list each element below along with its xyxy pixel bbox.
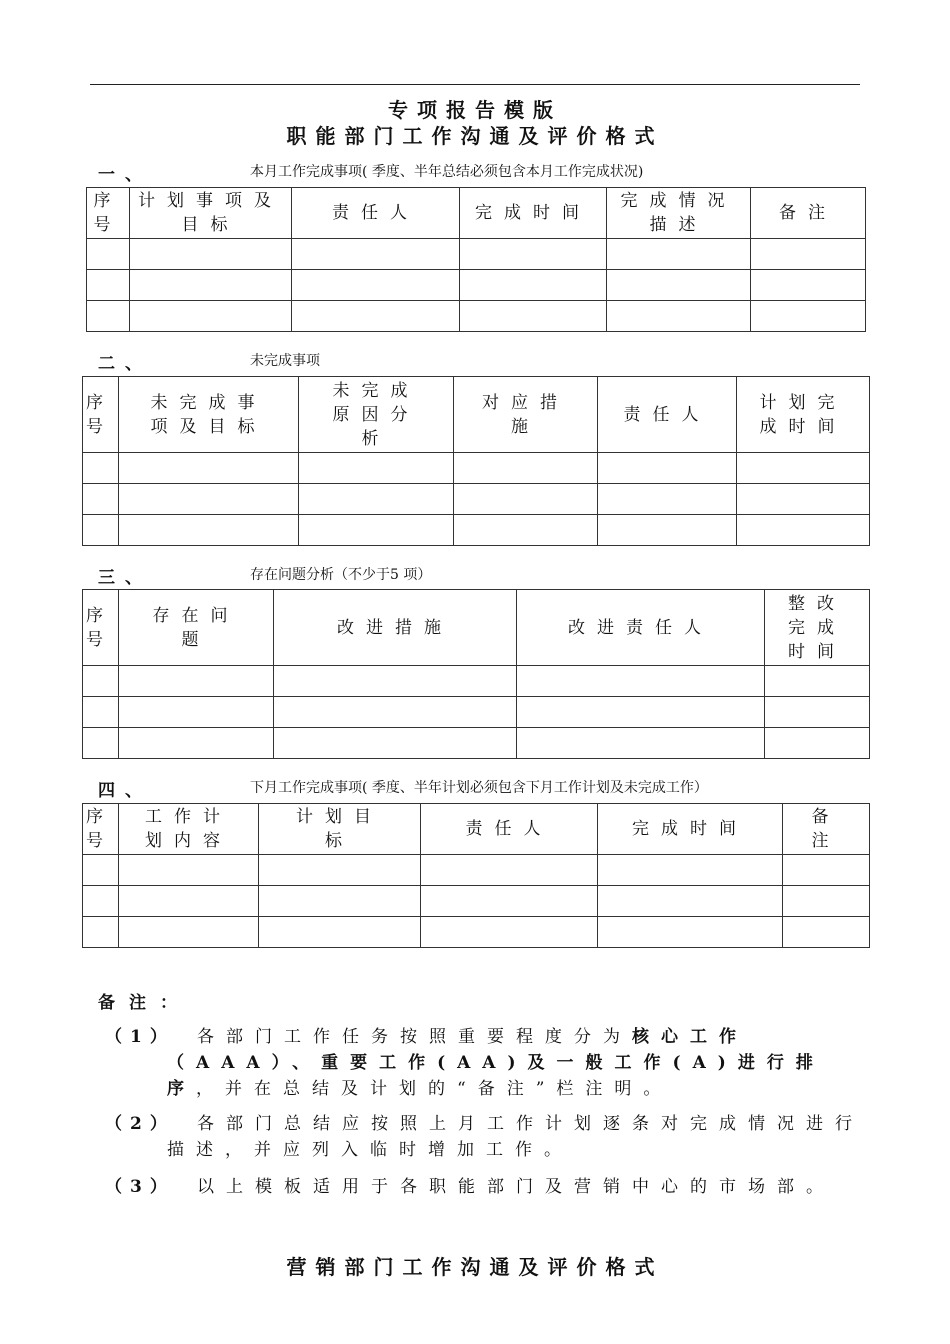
note-item-3 (105, 1174, 865, 1200)
header-cell: 存在问题 (119, 590, 274, 666)
section-1-number: 一、 (98, 165, 152, 185)
table-header-row (83, 590, 870, 666)
table-row (83, 886, 870, 917)
note-number: （3） (105, 1177, 175, 1197)
note-text: 以上模板适用于各职能部门及营销中心的市场部。 (197, 1177, 835, 1197)
header-cell: 计划事项及目标 (130, 188, 292, 239)
note-item-2 (105, 1111, 865, 1163)
header-cell: 责任人 (421, 804, 598, 855)
header-cell: 序号 (87, 188, 130, 239)
header-cell: 整改完成时间 (765, 590, 870, 666)
header-cell: 未完成原因分析 (299, 377, 454, 453)
header-cell: 责任人 (292, 188, 460, 239)
header-cell: 完成情况描述 (607, 188, 751, 239)
note-item-1 (105, 1024, 865, 1102)
section-4-number: 四、 (98, 781, 152, 801)
header-cell: 未完成事项及目标 (119, 377, 299, 453)
table-row (83, 917, 870, 948)
note-text: 各部门总结应按照上月工作计划逐条对完成情况进行描述，并应列入临时增加工作。 (167, 1114, 864, 1160)
table-row (83, 728, 870, 759)
header-cell: 改进措施 (274, 590, 517, 666)
note-number: （1） (105, 1027, 175, 1047)
header-cell: 序号 (83, 804, 119, 855)
table-row (83, 453, 870, 484)
table-row (83, 484, 870, 515)
table-row (87, 301, 866, 332)
table-header-row (83, 377, 870, 453)
table-row (83, 666, 870, 697)
uncompleted-items-table (82, 376, 870, 546)
form-title: 职能部门工作沟通及评价格式 (286, 124, 664, 148)
header-cell: 责任人 (598, 377, 737, 453)
header-cell: 改进责任人 (517, 590, 765, 666)
top-rule (90, 84, 860, 85)
section-2-title: 未完成事项 (250, 353, 320, 369)
header-cell: 序号 (83, 377, 119, 453)
next-month-plan-table (82, 803, 870, 948)
note-number: （2） (105, 1114, 175, 1134)
section-4-title: 下月工作完成事项( 季度、半年计划必须包含下月工作计划及未完成工作） (250, 780, 708, 796)
header-cell: 备注 (751, 188, 866, 239)
section-3-number: 三、 (98, 568, 152, 588)
header-cell: 对应措施 (454, 377, 598, 453)
marketing-form-title: 营销部门工作沟通及评价格式 (286, 1255, 664, 1279)
section-1-title: 本月工作完成事项( 季度、半年总结必须包含本月工作完成状况) (250, 164, 644, 180)
table-row (83, 855, 870, 886)
note-emphasis: 核心工作（AAA）、重要工作(AA)及一般工作(A)进行排序 (167, 1027, 825, 1099)
report-title: 专项报告模版 (388, 98, 562, 122)
header-cell: 计划目标 (259, 804, 421, 855)
note-text: 各部门工作任务按照重要程度分为 (197, 1027, 632, 1047)
header-cell: 计划完成时间 (737, 377, 870, 453)
completed-items-table (86, 187, 866, 332)
header-cell: 序号 (83, 590, 119, 666)
note-text-cont: ，并在总结及计划的“备注”栏注明。 (196, 1079, 673, 1099)
section-2-number: 二、 (98, 354, 152, 374)
header-cell: 完成时间 (598, 804, 783, 855)
table-row (83, 515, 870, 546)
issues-analysis-table (82, 589, 870, 759)
table-header-row (83, 804, 870, 855)
table-row (83, 697, 870, 728)
table-header-row (87, 188, 866, 239)
table-row (87, 270, 866, 301)
section-3-title: 存在问题分析（不少于5 项） (250, 567, 432, 583)
header-cell: 完成时间 (460, 188, 607, 239)
header-cell: 工作计划内容 (119, 804, 259, 855)
notes-title: 备注： (98, 993, 191, 1013)
table-row (87, 239, 866, 270)
header-cell: 备注 (783, 804, 870, 855)
